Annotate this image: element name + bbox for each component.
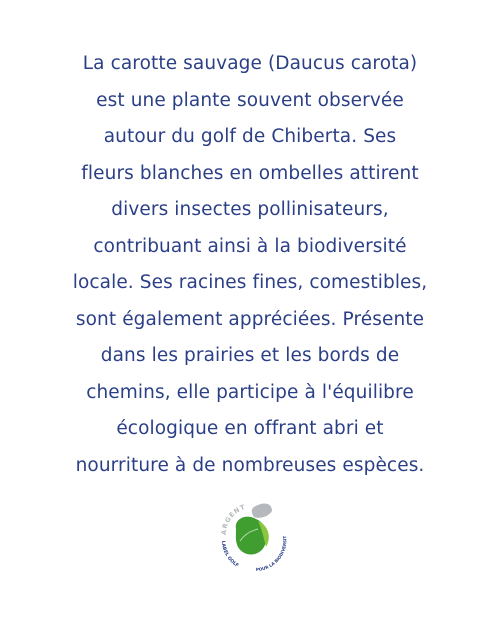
text-line: contribuant ainsi à la biodiversité [93, 235, 407, 257]
text-line: locale. Ses racines fines, comestibles, [72, 272, 428, 293]
green-leaf-icon [236, 517, 267, 555]
text-line: nourriture à de nombreuses espèces. [75, 454, 425, 476]
text-line: écologique en offrant abri et [116, 418, 384, 439]
badge-left-text: LABEL GOLF [219, 540, 240, 569]
text-line: autour du golf de Chiberta. Ses [103, 126, 397, 147]
text-line: dans les prairies et les bords de [100, 345, 400, 366]
biodiversity-label-badge [210, 495, 296, 581]
text-line: divers insectes pollinisateurs, [111, 199, 389, 220]
text-line: est une plante souvent observée [96, 89, 404, 111]
text-line: chemins, elle participe à l'équilibre [86, 381, 414, 403]
silver-leaf-icon [252, 504, 272, 518]
text-line: fleurs blanches en ombelles attirent [81, 162, 419, 184]
text-line: sont également appréciées. Présente [75, 308, 425, 330]
description-text [20, 46, 480, 484]
badge-logo-icon [210, 495, 296, 581]
text-line: La carotte sauvage (Daucus carota) [82, 53, 418, 74]
badge-right-text: POUR LA BIODIVERSIT [255, 535, 288, 573]
badge-level-text: ARGENT [219, 502, 247, 536]
svg-text:LABEL GOLF [220, 541, 240, 569]
